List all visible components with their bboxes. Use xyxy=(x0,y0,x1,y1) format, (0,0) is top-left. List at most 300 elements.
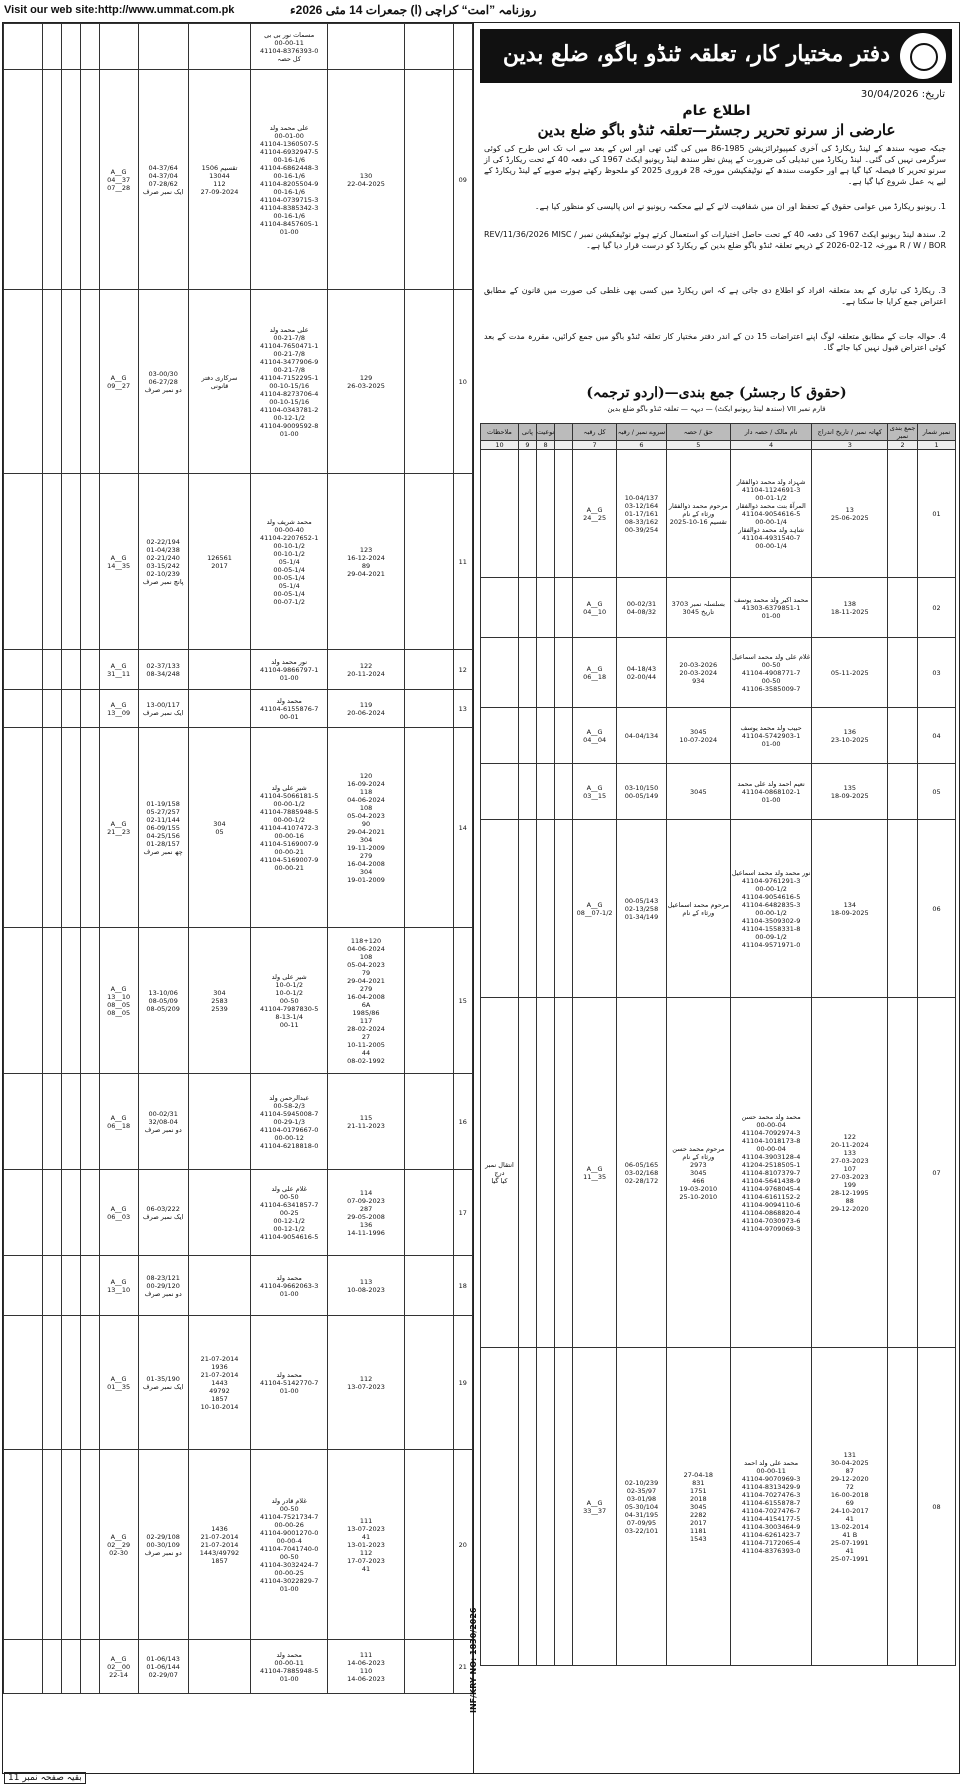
nature-cell xyxy=(536,820,554,998)
owners-cell: محمد ولد 41104-9662063-3 01-00 xyxy=(251,1256,328,1316)
khata-cell: 129 26-03-2025 xyxy=(328,290,405,474)
header-jamabandi: جمع بندی نمبر xyxy=(888,424,918,441)
water-cell xyxy=(518,1348,536,1666)
notice-paragraph-5: 4. حوالہ جات کے مطابق متعلقہ لوگ اپنے اعتراضات 15 دن کے اندر دفتر مختیار کار تعلقہ ٹنڈو باگو میں جمع کرائیں، مقررہ مدت کے بعد کوئی اعتراض قبول نہیں کیا جائے گا۔ xyxy=(484,332,947,352)
water-cell xyxy=(518,764,536,820)
remarks-cell xyxy=(481,1348,519,1666)
left-column xyxy=(3,23,478,1773)
remarks-cell xyxy=(4,1450,43,1640)
nature-cell xyxy=(536,708,554,764)
registration-number: INF/KRY NO: 1830/2026 xyxy=(469,1607,478,1713)
nature-cell xyxy=(536,764,554,820)
serial-cell: 21 xyxy=(453,1640,472,1694)
column-index-cell: 10 xyxy=(481,441,519,450)
owners-cell: غلام علی ولد محمد اسماعیل 00-50 41104-4908771-7 00-50 41106-3585009-7 xyxy=(730,638,812,708)
header-remarks: ملاحظات xyxy=(481,424,519,441)
jamabandi-cell xyxy=(888,820,918,998)
col-cell xyxy=(62,290,81,474)
table-row xyxy=(4,1170,473,1256)
survey-cell: 01-06/143 01-06/144 02-29/07 xyxy=(138,1640,188,1694)
table-row xyxy=(481,1348,956,1666)
owners-cell: علی محمد ولد 00-01-00 41104-1360507-5 41104-6932947-5 00-16-1/6 41104-6862448-3 00-16-1/6 41104-8205504-9 00-16-1/6 41104-0739715-3 41104-8385342-3 00-16-1/6 41104-8457605-1 01-00 xyxy=(251,70,328,290)
share-cell xyxy=(188,24,250,70)
water-cell xyxy=(518,578,536,638)
total-area-cell: A__G 11__35 xyxy=(573,998,617,1348)
right-register-table xyxy=(480,423,956,1666)
col-cell xyxy=(62,690,81,728)
water-cell xyxy=(518,450,536,578)
col-cell xyxy=(62,1450,81,1640)
table-row xyxy=(4,1316,473,1450)
table-row xyxy=(4,928,473,1074)
survey-cell: 02-10/239 02-35/97 03-01/98 05-30/104 04-31/195 07-09/95 03-22/101 xyxy=(617,1348,667,1666)
share-cell: 3045 10-07-2024 xyxy=(666,708,730,764)
serial-cell: 16 xyxy=(453,1074,472,1170)
owners-cell: شیر علی ولد 10-0-1/2 10-0-1/2 00-50 41104-7987830-5 8-13-1/4 00-11 xyxy=(251,928,328,1074)
khata-cell: 135 18-09-2025 xyxy=(812,764,888,820)
remarks-cell xyxy=(4,70,43,290)
survey-cell: 06-03/222 ایک نمبر صرف xyxy=(138,1170,188,1256)
owners-cell: عبدالرحمن ولد 00-58-2/3 41104-5945008-7 00-29-1/3 41104-0179667-0 00-00-12 41104-6218818-0 xyxy=(251,1074,328,1170)
khata-cell: 115 21-11-2023 xyxy=(328,1074,405,1170)
jamabandi-cell xyxy=(404,650,453,690)
table-row xyxy=(4,1256,473,1316)
serial-cell: 01 xyxy=(918,450,956,578)
share-cell: 1436 21-07-2014 21-07-2014 1443/49792 1857 xyxy=(188,1450,250,1640)
header-nature: نوعیت xyxy=(536,424,554,441)
khata-cell: 138 18-11-2025 xyxy=(812,578,888,638)
table-row xyxy=(481,638,956,708)
remarks-cell xyxy=(4,928,43,1074)
remarks-cell xyxy=(4,1256,43,1316)
jamabandi-cell xyxy=(404,290,453,474)
col-cell xyxy=(43,1450,62,1640)
spacer-cell xyxy=(555,708,573,764)
total-area-cell: A__G 14__35 xyxy=(99,474,138,650)
remarks-cell xyxy=(4,1316,43,1450)
survey-cell: 13-10/06 08-05/09 08-05/209 xyxy=(138,928,188,1074)
khata-cell: 122 20-11-2024 xyxy=(328,650,405,690)
table-row xyxy=(4,650,473,690)
total-area-cell: A__G 24__25 xyxy=(573,450,617,578)
share-cell: مرحوم محمد اسماعیل ورثاء کے نام xyxy=(666,820,730,998)
serial-cell: 12 xyxy=(453,650,472,690)
form-reference: فارم نمبر VII (سندھ لینڈ ریونیو ایکٹ) — دیہہ — تعلقہ ٹنڈو باگو ضلع بدین xyxy=(607,405,826,413)
owners-cell: محمد شریف ولد 00-00-40 41104-2207652-1 00-10-1/2 00-10-1/2 05-1/4 00-05-1/4 00-05-1/4 05-1/4 00-05-1/4 00-07-1/2 xyxy=(251,474,328,650)
table-row xyxy=(4,690,473,728)
remarks-cell xyxy=(481,820,519,998)
newspaper-dateline: روزنامہ ”امت“ کراچی (ا) جمعرات 14 مئی 2026ء xyxy=(290,3,537,17)
header-water: پانی xyxy=(518,424,536,441)
table-row xyxy=(4,24,473,70)
advertisement-sheet xyxy=(2,22,960,1774)
column-index-cell xyxy=(555,441,573,450)
survey-cell: 02-37/133 08-34/248 xyxy=(138,650,188,690)
jamabandi-cell xyxy=(888,578,918,638)
serial-cell: 02 xyxy=(918,578,956,638)
col-cell xyxy=(80,1170,99,1256)
owners-cell: حبیب ولد محمد یوسف 41104-5742903-1 01-00 xyxy=(730,708,812,764)
col-cell xyxy=(62,474,81,650)
col-cell xyxy=(80,24,99,70)
jamabandi-cell xyxy=(404,728,453,928)
remarks-cell xyxy=(481,578,519,638)
col-cell xyxy=(62,1170,81,1256)
khata-cell: 111 14-06-2023 110 14-06-2023 xyxy=(328,1640,405,1694)
col-cell xyxy=(80,1256,99,1316)
owners-cell: شیر علی ولد 41104-5066181-5 00-00-1/2 41104-7885948-5 00-00-1/2 41104-4107472-3 00-00-16 41104-5169007-9 00-00-21 41104-5169007-9 00-00-21 xyxy=(251,728,328,928)
khata-cell: 119 20-06-2024 xyxy=(328,690,405,728)
serial-cell: 19 xyxy=(453,1316,472,1450)
col-cell xyxy=(80,1074,99,1170)
col-cell xyxy=(80,1316,99,1450)
jamabandi-cell xyxy=(404,1074,453,1170)
col-cell xyxy=(62,650,81,690)
khata-cell: 112 13-07-2023 xyxy=(328,1316,405,1450)
header-spacer xyxy=(555,424,573,441)
jamabandi-cell xyxy=(404,474,453,650)
serial-cell: 14 xyxy=(453,728,472,928)
share-cell xyxy=(188,1074,250,1170)
col-cell xyxy=(80,70,99,290)
owners-cell: محمد علی ولد احمد 00-00-11 41104-9070969-3 41104-8313429-9 41104-7027476-3 41104-6155878-7 41104-7027476-7 41104-4154177-5 41104-3003464-9 41104-6261423-7 41104-7172065-4 41104-8376393-0 xyxy=(730,1348,812,1666)
header-owners: نام مالک / حصہ دار xyxy=(730,424,812,441)
notice-subtitle: عارضی از سرنو تحریر رجسٹر—تعلقہ ٹنڈو باگو ضلع بدین xyxy=(537,121,896,139)
serial-cell: 20 xyxy=(453,1450,472,1640)
total-area-cell: A__G 33__37 xyxy=(573,1348,617,1666)
jamabandi-cell xyxy=(404,24,453,70)
owners-cell: محمد ولد محمد حسن 00-00-04 41104-7092974-3 41104-1018173-8 00-00-04 41104-3903128-4 41204-2518505-1 41104-8107379-7 41104-5641438-9 41104-9768045-4 41104-6161152-2 41104-9094110-6 41104-0868820-4 41104-7030973-6 41104-9709069-3 xyxy=(730,998,812,1348)
total-area-cell: A__G 31__11 xyxy=(99,650,138,690)
remarks-cell xyxy=(4,1640,43,1694)
table-row xyxy=(4,1640,473,1694)
table-row xyxy=(4,1450,473,1640)
col-cell xyxy=(43,1074,62,1170)
survey-cell: 00-02/31 32/08-04 دو نمبر صرف xyxy=(138,1074,188,1170)
owners-cell: محمد ولد 41104-5142770-7 01-00 xyxy=(251,1316,328,1450)
khata-cell: 113 10-08-2023 xyxy=(328,1256,405,1316)
share-cell: بسلسلہ نمبر 3703 تاریخ 3045 xyxy=(666,578,730,638)
col-cell xyxy=(62,24,81,70)
share-cell: مرحوم محمد ذوالفقار ورثاء کے نام تقسیم 16-10-2025 xyxy=(666,450,730,578)
water-cell xyxy=(518,820,536,998)
table-row xyxy=(481,998,956,1348)
total-area-cell: A__G 13__09 xyxy=(99,690,138,728)
remarks-cell xyxy=(4,1170,43,1256)
spacer-cell xyxy=(555,638,573,708)
owners-cell: نور محمد ولد محمد اسماعیل 41104-9761291-3 00-00-1/2 41104-9054616-5 41104-6482835-3 00-00-1/2 41104-3509302-9 41104-1558331-8 00-09-1/2 41104-9571971-0 xyxy=(730,820,812,998)
table-row xyxy=(4,290,473,474)
owners-cell: شہزاد ولد محمد ذوالفقار 41104-1124691-3 00-01-1/2 المرآۃ بنت محمد ذوالفقار 41104-9054616-5 00-00-1/4 شاہد ولد محمد ذوالفقار 41104-4931540-7 00-00-1/4 xyxy=(730,450,812,578)
khata-cell: 120 16-09-2024 118 04-06-2024 108 05-04-2023 90 29-04-2021 304 19-11-2009 279 16-04-2008 304 19-01-2009 xyxy=(328,728,405,928)
spacer-cell xyxy=(555,578,573,638)
survey-cell: 03-10/150 00-05/149 xyxy=(617,764,667,820)
owners-cell: محمد ولد 41104-6155876-7 00-01 xyxy=(251,690,328,728)
jamabandi-cell xyxy=(888,450,918,578)
remarks-cell xyxy=(4,1074,43,1170)
share-cell: سرکاری دفتر قانونی xyxy=(188,290,250,474)
share-cell xyxy=(188,1256,250,1316)
total-area-cell: A__G 21__23 xyxy=(99,728,138,928)
serial-cell xyxy=(453,24,472,70)
jamabandi-cell xyxy=(888,764,918,820)
serial-cell: 03 xyxy=(918,638,956,708)
col-cell xyxy=(62,1316,81,1450)
nature-cell xyxy=(536,578,554,638)
serial-cell: 05 xyxy=(918,764,956,820)
col-cell xyxy=(43,290,62,474)
remarks-cell xyxy=(4,690,43,728)
khata-cell: 134 18-09-2025 xyxy=(812,820,888,998)
nature-cell xyxy=(536,638,554,708)
survey-cell: 13-00/117 ایک نمبر صرف xyxy=(138,690,188,728)
survey-cell: 08-23/121 00-29/120 دو نمبر صرف xyxy=(138,1256,188,1316)
jamabandi-cell xyxy=(404,1170,453,1256)
table-row xyxy=(4,1074,473,1170)
column-index-cell: 9 xyxy=(518,441,536,450)
jamabandi-cell xyxy=(404,1640,453,1694)
total-area-cell: A__G 13__10 xyxy=(99,1256,138,1316)
continued-label: بقیہ صفحہ نمبر 11 xyxy=(4,1772,86,1784)
survey-cell: 02-22/194 01-04/238 02-21/240 03-15/242 02-10/239 پانچ نمبر صرف xyxy=(138,474,188,650)
column-index-cell: 6 xyxy=(617,441,667,450)
owners-cell: محمد ولد 00-00-11 41104-7885948-5 01-00 xyxy=(251,1640,328,1694)
serial-cell: 13 xyxy=(453,690,472,728)
col-cell xyxy=(80,1450,99,1640)
spacer-cell xyxy=(555,1348,573,1666)
owners-cell: علی محمد ولد 00-21-7/8 41104-7650471-1 00-21-7/8 41104-3477906-9 00-21-7/8 41104-7152295-1 00-10-15/16 41104-8273706-4 00-10-15/16 41104-0343781-2 00-12-1/2 41104-9009592-8 01-00 xyxy=(251,290,328,474)
share-cell: 27-04-18 831 1751 2018 3045 2282 2017 1181 1543 xyxy=(666,1348,730,1666)
col-cell xyxy=(62,1256,81,1316)
survey-cell: 01-19/158 05-27/257 02-11/144 06-09/155 04-25/156 01-28/157 چھ نمبر صرف xyxy=(138,728,188,928)
col-cell xyxy=(43,928,62,1074)
table-row xyxy=(481,450,956,578)
share-cell: 20-03-2026 20-03-2024 934 xyxy=(666,638,730,708)
header-khata: کھاتہ نمبر / تاریخ اندراج xyxy=(812,424,888,441)
serial-cell: 11 xyxy=(453,474,472,650)
remarks-cell xyxy=(4,474,43,650)
khata-cell: 123 16-12-2024 89 29-04-2021 xyxy=(328,474,405,650)
col-cell xyxy=(43,474,62,650)
column-index-row xyxy=(481,441,956,450)
khata-cell: 136 23-10-2025 xyxy=(812,708,888,764)
left-register-table xyxy=(3,23,473,1694)
jamabandi-cell xyxy=(888,638,918,708)
col-cell xyxy=(62,928,81,1074)
jamabandi-cell xyxy=(404,1316,453,1450)
col-cell xyxy=(80,650,99,690)
remarks-cell xyxy=(4,24,43,70)
col-cell xyxy=(43,24,62,70)
owners-cell: محمد اکبر ولد محمد یوسف 41303-6379851-1 01-00 xyxy=(730,578,812,638)
share-cell: 126561 2017 xyxy=(188,474,250,650)
khata-cell: 05-11-2025 xyxy=(812,638,888,708)
notice-paragraph-1: جبکہ صوبہ سندھ کے لینڈ ریکارڈ کی آخری کمپیوٹرائزیشن 1985-86 میں کی گئی تھی اور اس کے بعد سے اب تک اس طرح کی کوئی سرگرمی نہیں کی گئی۔ لینڈ ریکارڈ میں تبدیلی کی ضرورت کے پیش نظر سندھ لینڈ ریونیو ایکٹ 1967 کی دفعہ 40 کے تحت ریکارڈ کی از سرنو تحریر کا فیصلہ کیا گیا ہے اور حکومت سندھ کے نوٹیفکیشن مورخہ 28 فروری 2025 کو ملحوظ رکھتے ہوئے صوبے کے لینڈ ریکارڈ کے لیے یہ عمل شروع کیا گیا ہے۔ xyxy=(484,144,947,186)
serial-cell: 15 xyxy=(453,928,472,1074)
notice-title: اطلاع عام xyxy=(682,103,751,119)
column-index-cell: 1 xyxy=(918,441,956,450)
total-area-cell: A__G 06__18 xyxy=(573,638,617,708)
khata-cell: 13 25-06-2025 xyxy=(812,450,888,578)
right-column xyxy=(474,23,959,1773)
total-area-cell: A__G 04__04 xyxy=(573,708,617,764)
total-area-cell xyxy=(99,24,138,70)
table-row xyxy=(4,728,473,928)
water-cell xyxy=(518,638,536,708)
col-cell xyxy=(80,474,99,650)
website-link[interactable]: Visit our web site:http://www.ummat.com.pk xyxy=(4,4,235,16)
total-area-cell: A__G 06__03 xyxy=(99,1170,138,1256)
remarks-cell xyxy=(4,728,43,928)
col-cell xyxy=(80,1640,99,1694)
col-cell xyxy=(62,1074,81,1170)
remarks-cell xyxy=(4,650,43,690)
total-area-cell: A__G 04__10 xyxy=(573,578,617,638)
col-cell xyxy=(43,650,62,690)
remarks-cell xyxy=(4,290,43,474)
nature-cell xyxy=(536,450,554,578)
share-cell: 304 2583 2539 xyxy=(188,928,250,1074)
survey-cell: 04-04/134 xyxy=(617,708,667,764)
serial-cell: 10 xyxy=(453,290,472,474)
jamabandi-cell xyxy=(888,1348,918,1666)
total-area-cell: A__G 08__07-1/2 xyxy=(573,820,617,998)
header-share: حق / حصہ xyxy=(666,424,730,441)
share-cell xyxy=(188,690,250,728)
col-cell xyxy=(80,928,99,1074)
col-cell xyxy=(62,1640,81,1694)
column-index-cell: 7 xyxy=(573,441,617,450)
remarks-cell xyxy=(481,708,519,764)
column-index-cell: 5 xyxy=(666,441,730,450)
header-total-area: کل رقبہ xyxy=(573,424,617,441)
col-cell xyxy=(80,690,99,728)
survey-cell: 00-02/31 04-08/32 xyxy=(617,578,667,638)
notice-paragraph-3: 2. سندھ لینڈ ریونیو ایکٹ 1967 کی دفعہ 40 کے تحت حاصل اختیارات کو استعمال کرتے ہوئے نوٹیفکیشن نمبر REV/11/36/2026 MISC / R / W / BOR مورخہ 12-02-2026 کے ذریعے تعلقہ ٹنڈو باگو ضلع بدین کے ریکارڈ کو درست قرار دیا گیا ہے۔ xyxy=(484,230,947,250)
office-header xyxy=(480,29,952,83)
total-area-cell: A__G 03__15 xyxy=(573,764,617,820)
survey-cell: 02-29/108 00-30/109 دو نمبر صرف xyxy=(138,1450,188,1640)
survey-cell: 06-05/165 03-02/168 02-28/172 xyxy=(617,998,667,1348)
col-cell xyxy=(43,1316,62,1450)
owners-cell: غلام علی ولد 00-50 41104-6341857-7 00-25 00-12-1/2 00-12-1/2 41104-9054616-5 xyxy=(251,1170,328,1256)
total-area-cell: A__G 01__35 xyxy=(99,1316,138,1450)
nature-cell xyxy=(536,998,554,1348)
serial-cell: 09 xyxy=(453,70,472,290)
survey-cell: 04-18/43 02-00/44 xyxy=(617,638,667,708)
share-cell xyxy=(188,650,250,690)
table-row xyxy=(481,764,956,820)
water-cell xyxy=(518,998,536,1348)
jamabandi-cell xyxy=(888,708,918,764)
table-row xyxy=(481,820,956,998)
nature-cell xyxy=(536,1348,554,1666)
khata-cell xyxy=(328,24,405,70)
rights-register-title: (حقوق کا رجسٹر) جمع بندی—(اردو ترجمہ) xyxy=(586,385,847,401)
col-cell xyxy=(43,728,62,928)
table-row xyxy=(4,474,473,650)
serial-cell: 06 xyxy=(918,820,956,998)
office-title: دفتر مختیار کار، تعلقہ ٹنڈو باگو، ضلع بدین xyxy=(502,41,890,67)
owners-cell: نور محمد ولد 41104-9866797-1 01-00 xyxy=(251,650,328,690)
header-serial: نمبر شمار xyxy=(918,424,956,441)
share-cell: 3045 xyxy=(666,764,730,820)
owners-cell: نعیم احمد ولد علی محمد 41104-0868102-1 01-00 xyxy=(730,764,812,820)
table-header-row xyxy=(481,424,956,441)
spacer-cell xyxy=(555,450,573,578)
jamabandi-cell xyxy=(404,1450,453,1640)
col-cell xyxy=(43,70,62,290)
khata-cell: 111 13-07-2023 41 13-01-2023 112 17-07-2023 41 xyxy=(328,1450,405,1640)
khata-cell: 122 20-11-2024 133 27-03-2023 107 27-03-2023 199 28-12-1995 88 29-12-2020 xyxy=(812,998,888,1348)
sindh-government-seal-icon xyxy=(900,33,946,79)
owners-cell: غلام قادر ولد 00-50 41104-7521734-7 00-00-26 41104-9001270-0 00-00-4 41104-7041740-0 00-50 41104-3032424-7 00-00-25 41104-3022829-7 01-00 xyxy=(251,1450,328,1640)
spacer-cell xyxy=(555,764,573,820)
total-area-cell: A__G 02__29 02-30 xyxy=(99,1450,138,1640)
col-cell xyxy=(43,1640,62,1694)
header-survey: سروے نمبر / رقبہ xyxy=(617,424,667,441)
serial-cell: 08 xyxy=(918,1348,956,1666)
remarks-cell: انتقال نمبر درج کیا گیا xyxy=(481,998,519,1348)
column-index-cell: 2 xyxy=(888,441,918,450)
serial-cell: 18 xyxy=(453,1256,472,1316)
table-row xyxy=(481,578,956,638)
share-cell: 21-07-2014 1936 21-07-2014 1443 49792 1857 10-10-2014 xyxy=(188,1316,250,1450)
share-cell: تقسیم 1506 13044 112 27-09-2024 xyxy=(188,70,250,290)
survey-cell: 04-37/64 04-37/04 07-28/62 ایک نمبر صرف xyxy=(138,70,188,290)
table-row xyxy=(4,70,473,290)
serial-cell: 07 xyxy=(918,998,956,1348)
newspaper-topbar xyxy=(0,0,960,22)
spacer-cell xyxy=(555,998,573,1348)
khata-cell: 118+120 04-06-2024 108 05-04-2023 79 29-04-2021 279 16-04-2008 6A 1985/86 117 28-02-2024 27 10-11-2005 44 08-02-1992 xyxy=(328,928,405,1074)
col-cell xyxy=(80,728,99,928)
total-area-cell: A__G 02__00 22-14 xyxy=(99,1640,138,1694)
spacer-cell xyxy=(555,820,573,998)
jamabandi-cell xyxy=(888,998,918,1348)
col-cell xyxy=(80,290,99,474)
jamabandi-cell xyxy=(404,928,453,1074)
col-cell xyxy=(43,1170,62,1256)
remarks-cell xyxy=(481,450,519,578)
col-cell xyxy=(43,690,62,728)
jamabandi-cell xyxy=(404,70,453,290)
notice-paragraph-2: 1. ریونیو ریکارڈ میں عوامی حقوق کے تحفظ اور ان میں شفافیت لانے کے لیے محکمہ ریونیو نے اس پالیسی کو منظور کیا ہے۔ xyxy=(534,202,946,211)
survey-cell: 00-05/143 02-13/258 01-34/149 xyxy=(617,820,667,998)
col-cell xyxy=(43,1256,62,1316)
column-index-cell: 3 xyxy=(812,441,888,450)
share-cell xyxy=(188,1640,250,1694)
owners-cell: مسمات نور بی بی 00-00-11 41104-8376393-0 کل حصہ xyxy=(251,24,328,70)
survey-cell xyxy=(138,24,188,70)
share-cell xyxy=(188,1170,250,1256)
remarks-cell xyxy=(481,764,519,820)
khata-cell: 114 07-09-2023 287 29-05-2008 136 14-11-1996 xyxy=(328,1170,405,1256)
total-area-cell: A__G 06__18 xyxy=(99,1074,138,1170)
serial-cell: 17 xyxy=(453,1170,472,1256)
survey-cell: 03-00/30 06-27/28 دو نمبر صرف xyxy=(138,290,188,474)
khata-cell: 131 30-04-2025 87 29-12-2020 72 16-00-2018 69 24-10-2017 41 13-02-2014 41 B 25-07-1991 41 25-07-1991 xyxy=(812,1348,888,1666)
col-cell xyxy=(62,728,81,928)
survey-cell: 10-04/137 03-12/164 01-17/161 08-33/162 00-39/254 xyxy=(617,450,667,578)
remarks-cell xyxy=(481,638,519,708)
khata-cell: 130 22-04-2025 xyxy=(328,70,405,290)
water-cell xyxy=(518,708,536,764)
column-index-cell: 4 xyxy=(730,441,812,450)
notice-paragraph-4: 3. ریکارڈ کی تیاری کے بعد متعلقہ افراد کو اطلاع دی جاتی ہے کہ اس ریکارڈ میں کسی بھی غلطی کی صورت میں قانون کے مطابق اعتراض جمع کرایا جا سکتا ہے۔ xyxy=(484,286,946,306)
serial-cell: 04 xyxy=(918,708,956,764)
share-cell: مرحوم محمد حسن ورثاء کے نام 2973 3045 466 19-03-2010 25-10-2010 xyxy=(666,998,730,1348)
